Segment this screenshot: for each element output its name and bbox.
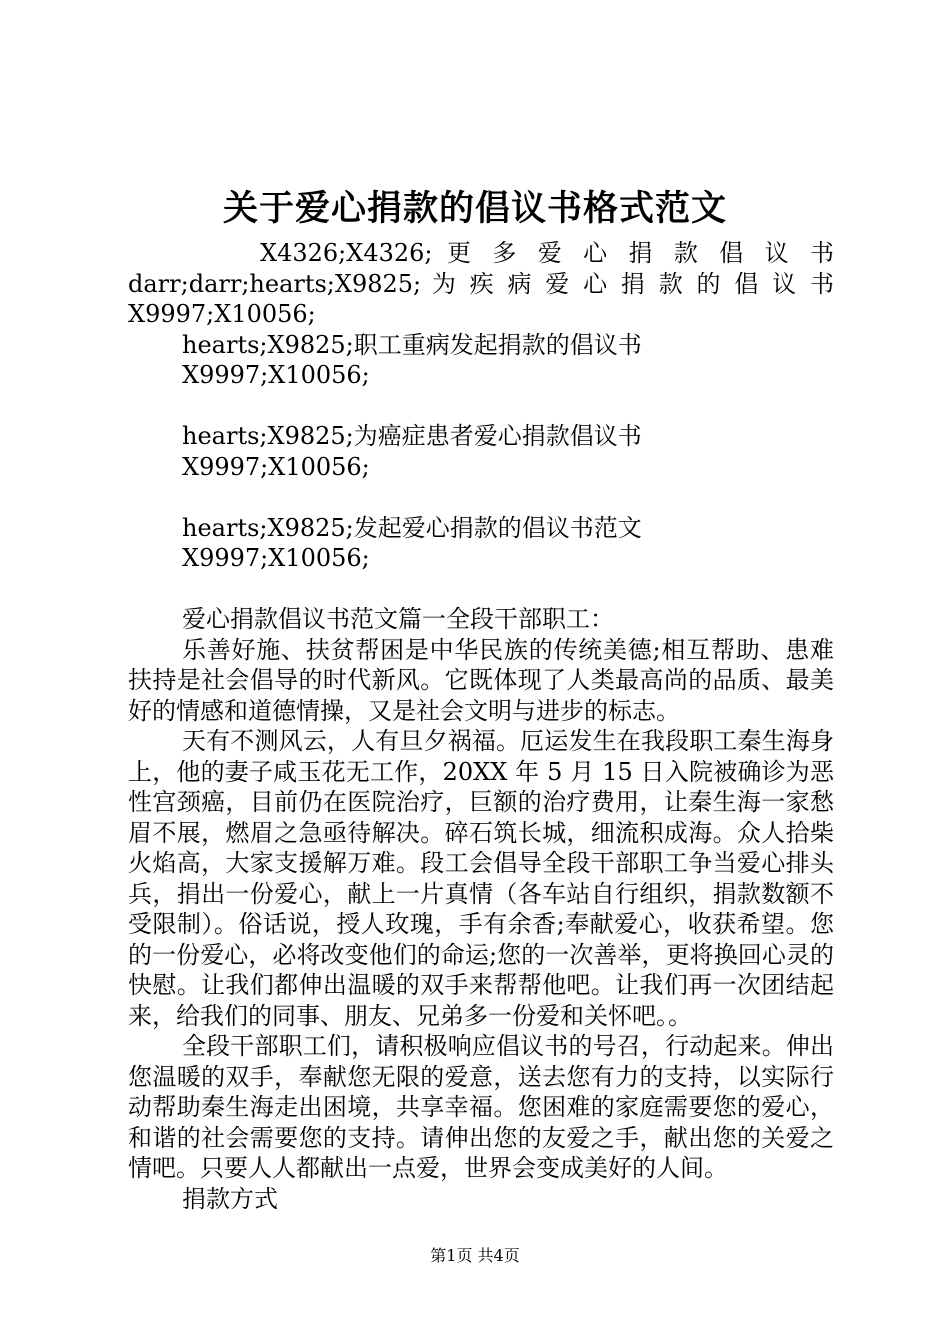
donation-method-label: 捐款方式	[182, 1184, 278, 1213]
document-body	[128, 238, 834, 1214]
paragraph-1: 乐善好施、扶贫帮困是中华民族的传统美德;相互帮助、患难扶持是社会倡导的时代新风。它既体现了人类最高尚的品质、最美好的情感和道德情操，又是社会文明与进步的标志。	[128, 635, 834, 725]
section-heading: 爱心捐款倡议书范文篇一全段干部职工：	[182, 605, 614, 633]
spacer	[128, 482, 834, 513]
related-link-line-1: X4326;X4326; 更 多 爱 心 捐 款 倡 议 书	[260, 239, 834, 267]
related-link-line-4: hearts;X9825;职工重病发起捐款的倡议书 X9997;X10056;	[182, 330, 642, 389]
related-link-line-2: darr;darr;hearts;X9825; 为 疾 病 爱 心 捐 款 的 倡 议 书	[128, 269, 834, 298]
page-footer: 第1页 共4页	[430, 1246, 520, 1265]
paragraph-3: 全段干部职工们，请积极响应倡议书的号召，行动起来。伸出您温暖的双手，奉献您无限的爱意，送去您有力的支持，以实际行动帮助秦生海走出困境，共享幸福。您困难的家庭需要您的爱心，和谐的社会需要您的支持。请伸出您的友爱之手，献出您的关爱之情吧。只要人人都献出一点爱，世界会变成美好的人间。	[128, 1032, 834, 1182]
paragraph-2: 天有不测风云，人有旦夕祸福。厄运发生在我段职工秦生海身上，他的妻子咸玉花无工作，20XX 年 5 月 15 日入院被确诊为恶性宫颈癌，目前仍在医院治疗，巨额的治疗费用，让秦生海一家愁眉不展，燃眉之急亟待解决。碎石筑长城，细流积成海。众人拾柴火焰高，大家支援解万难。段工会倡导全段干部职工争当爱心排头兵，捐出一份爱心，献上一片真情（各车站自行组织，捐款数额不受限制）。俗话说，授人玫瑰，手有余香;奉献爱心，收获希望。您的一份爱心，必将改变他们的命运;您的一次善举，更将换回心灵的快慰。让我们都伸出温暖的双手来帮帮他吧。让我们再一次团结起来，给我们的同事、朋友、兄弟多一份爱和关怀吧。。	[128, 727, 834, 1030]
related-link-line-5: hearts;X9825;为癌症患者爱心捐款倡议书 X9997;X10056;	[182, 422, 642, 481]
related-link-line-3: X9997;X10056;	[128, 300, 316, 328]
spacer	[128, 574, 834, 605]
document-title: 关于爱心捐款的倡议书格式范文	[222, 188, 727, 229]
spacer	[128, 391, 834, 422]
related-link-line-6: hearts;X9825;发起爱心捐款的倡议书范文 X9997;X10056;	[182, 513, 642, 572]
